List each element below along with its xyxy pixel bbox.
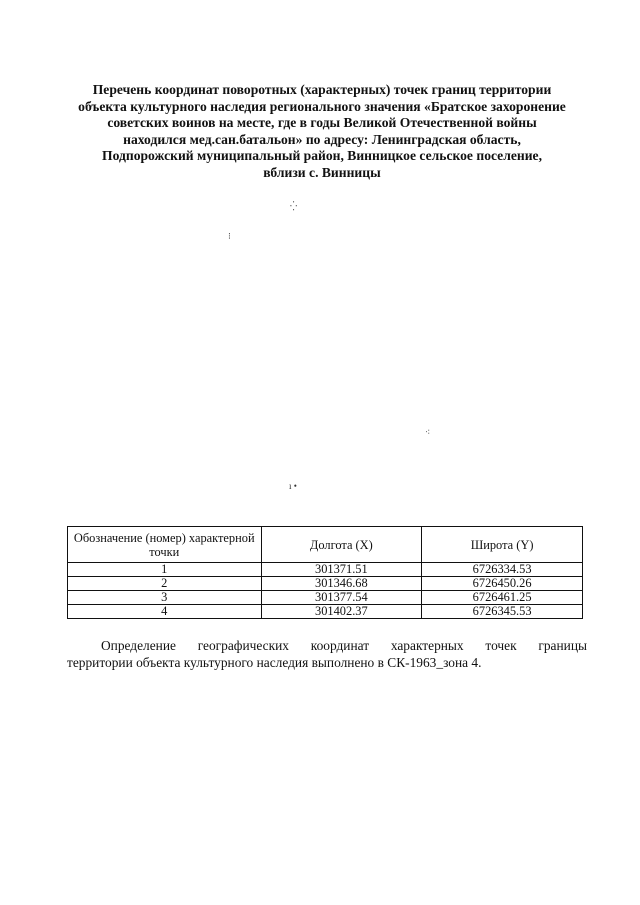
cell-point-number: 2 (68, 577, 262, 591)
title-line: Подпорожский муниципальный район, Винницкое сельское поселение, (102, 148, 542, 164)
table-row (68, 591, 583, 605)
table-row (68, 563, 583, 577)
scan-speck: ⁛ (290, 201, 298, 211)
table-row (68, 605, 583, 619)
cell-longitude: 301371.51 (261, 563, 422, 577)
title-line: советских воинов на месте, где в годы Великой Отечественной войны (107, 115, 537, 131)
scan-speck: ı • (289, 481, 297, 491)
cell-point-number: 3 (68, 591, 262, 605)
title-line: вблизи с. Винницы (263, 164, 381, 180)
cell-point-number: 4 (68, 605, 262, 619)
cell-longitude: 301377.54 (261, 591, 422, 605)
scan-speck: ⁖ (425, 427, 431, 437)
note-line: Определение географических координат характерных точек границы (101, 638, 587, 653)
cell-point-number: 1 (68, 563, 262, 577)
header-point-number: Обозначение (номер) характерной точки (68, 527, 262, 563)
title-line: находился мед.сан.батальон» по адресу: Ленинградская область, (123, 131, 521, 147)
cell-latitude: 6726334.53 (422, 563, 583, 577)
table-row (68, 577, 583, 591)
scan-speck: ⁝ (228, 231, 231, 241)
title-line: объекта культурного наследия регионального значения «Братское захоронение (78, 98, 566, 114)
title-line: Перечень координат поворотных (характерных) точек границ территории (92, 82, 552, 97)
cell-latitude: 6726345.53 (422, 605, 583, 619)
cell-latitude: 6726450.26 (422, 577, 583, 591)
note-line: территории объекта культурного наследия выполнено в СК-1963_зона 4. (67, 655, 482, 670)
page-title (62, 82, 582, 182)
cell-latitude: 6726461.25 (422, 591, 583, 605)
table-header-row (68, 527, 583, 563)
coordinate-system-note (67, 637, 587, 671)
header-latitude: Широта (Y) (422, 527, 583, 563)
header-longitude: Долгота (X) (261, 527, 422, 563)
coordinates-table (67, 526, 583, 619)
cell-longitude: 301402.37 (261, 605, 422, 619)
cell-longitude: 301346.68 (261, 577, 422, 591)
